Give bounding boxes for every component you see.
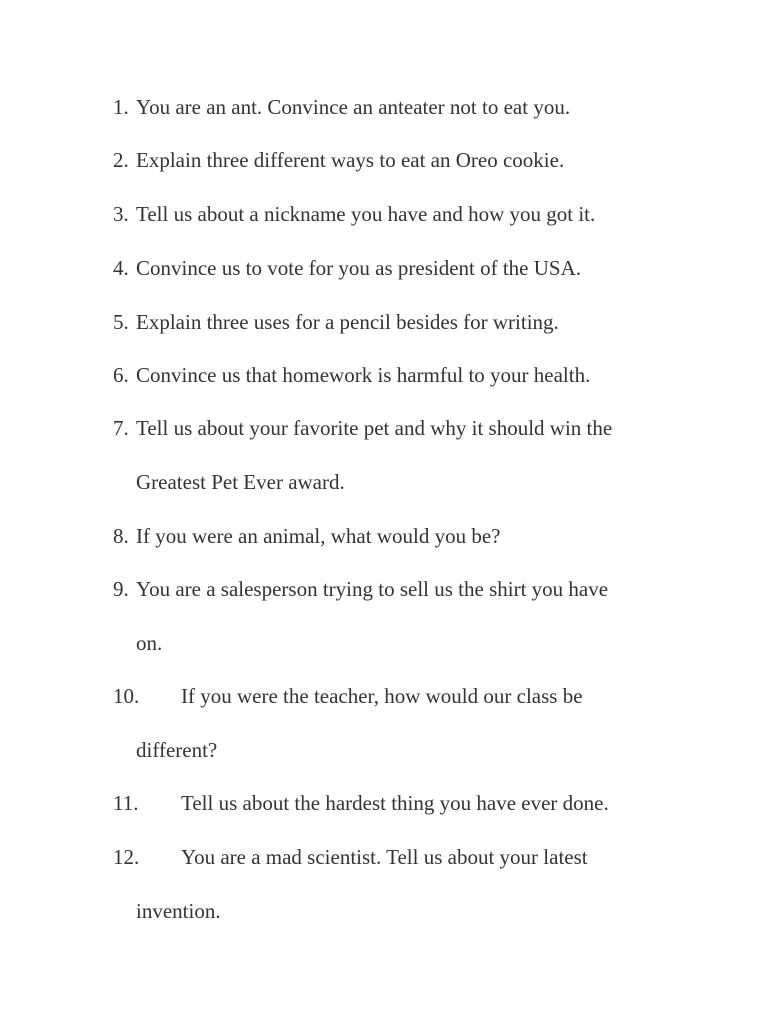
item-number: 12. (113, 845, 140, 869)
item-text: invention. (136, 899, 221, 923)
item-number: 11. (113, 791, 139, 815)
item-text: You are a salesperson trying to sell us the shirt you have (136, 577, 609, 601)
item-text: Convince us to vote for you as president of the USA. (136, 256, 582, 280)
item-number: 7. (113, 416, 129, 440)
item-number: 5. (113, 310, 129, 334)
item-number: 8. (113, 524, 129, 548)
item-number: 2. (113, 148, 129, 172)
item-text: If you were an animal, what would you be? (136, 524, 501, 548)
item-text: different? (136, 738, 218, 762)
item-text: You are an ant. Convince an anteater not to eat you. (136, 95, 571, 119)
item-text: You are a mad scientist. Tell us about your latest (181, 845, 588, 869)
item-text: Explain three different ways to eat an Oreo cookie. (136, 148, 565, 172)
item-text: on. (136, 631, 163, 655)
item-number: 4. (113, 256, 129, 280)
item-text: If you were the teacher, how would our class be (181, 684, 583, 708)
item-text: Tell us about a nickname you have and how you got it. (136, 202, 596, 226)
item-text: Greatest Pet Ever award. (136, 470, 345, 494)
item-number: 6. (113, 363, 129, 387)
item-text: Convince us that homework is harmful to your health. (136, 363, 591, 387)
item-text: Tell us about your favorite pet and why it should win the (136, 416, 613, 440)
item-text: Tell us about the hardest thing you have ever done. (181, 791, 609, 815)
item-number: 1. (113, 95, 129, 119)
item-text: Explain three uses for a pencil besides for writing. (136, 310, 559, 334)
item-number: 9. (113, 577, 129, 601)
item-number: 10. (113, 684, 140, 708)
item-number: 3. (113, 202, 129, 226)
